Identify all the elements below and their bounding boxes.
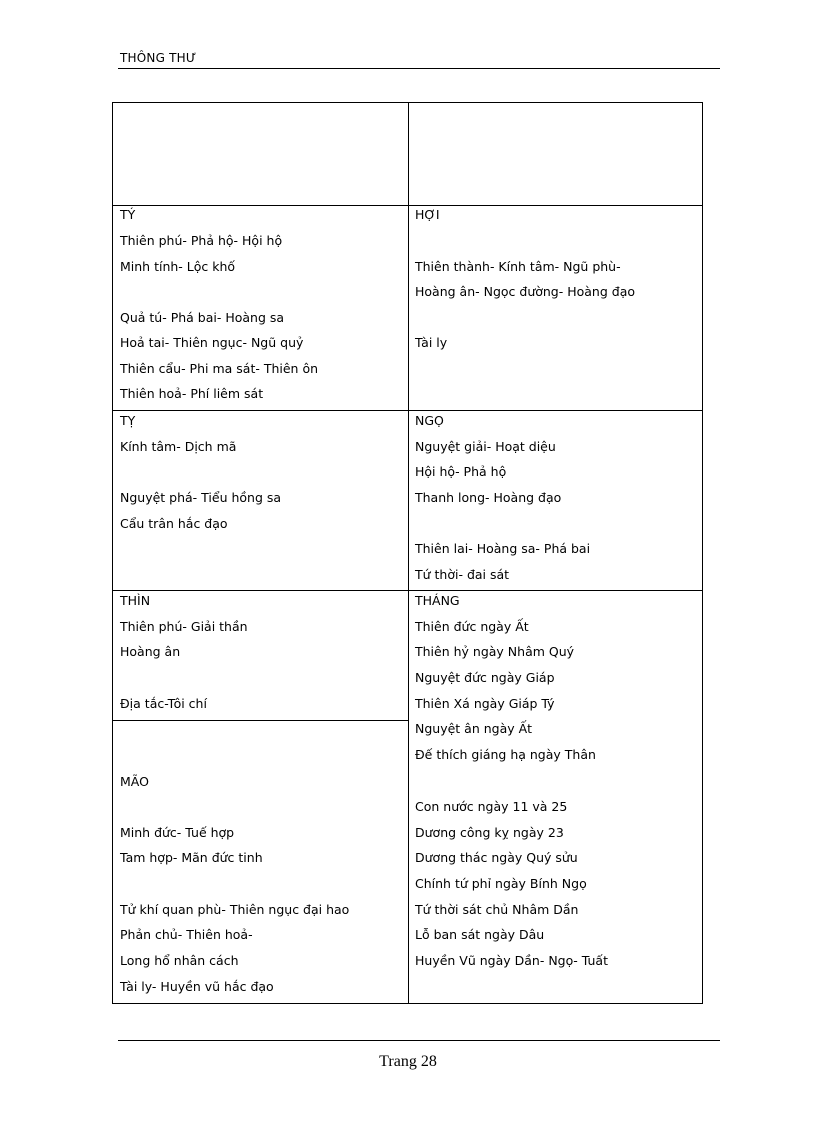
cell-line: Thiên đức ngày Ất <box>415 619 529 634</box>
cell-line: Thiên hoả- Phí liêm sát <box>120 386 264 401</box>
cell-line: Hoàng ân <box>120 644 181 659</box>
cell-line: Lỗ ban sát ngày Dâu <box>415 927 545 942</box>
cell-line: Thiên Xá ngày Giáp Tý <box>415 696 555 711</box>
cell-line: Thanh long- Hoàng đạo <box>415 490 562 505</box>
cell-line: Nguyệt ân ngày Ất <box>415 721 533 736</box>
cell-line: Minh đức- Tuế hợp <box>120 825 235 840</box>
cell-line: Quả tú- Phá bai- Hoàng sa <box>120 310 285 325</box>
header-rule <box>118 68 720 69</box>
cell-line: Tứ thời- đai sát <box>415 567 510 582</box>
cell-heading: NGỌ <box>415 413 444 428</box>
cell-line: Thiên hỷ ngày Nhâm Quý <box>415 644 575 659</box>
cell-line: Thiên thành- Kính tâm- Ngũ phù- <box>415 259 621 274</box>
cell-line: Huyền Vũ ngày Dần- Ngọ- Tuất <box>415 953 608 968</box>
cell-line: Tài ly- Huyền vũ hắc đạo <box>120 979 274 994</box>
cell-line: Nguyệt giải- Hoạt diệu <box>415 439 556 454</box>
cell-line: Dương công kỵ ngày 23 <box>415 825 564 840</box>
cell-line: Hội hộ- Phả hộ <box>415 464 507 479</box>
cell-line: Long hổ nhân cách <box>120 953 239 968</box>
cell-line: Con nước ngày 11 và 25 <box>415 799 568 814</box>
cell-line: Phản chủ- Thiên hoả- <box>120 927 253 942</box>
cell-line: Hoả tai- Thiên ngục- Ngũ quỷ <box>120 335 304 350</box>
table-row-divider <box>112 205 703 206</box>
document-header-title: THÔNG THƯ <box>120 51 197 65</box>
table-row-divider <box>112 590 703 591</box>
cell-heading: THÌN <box>120 593 151 608</box>
cell-line: Tài ly <box>415 335 448 350</box>
cell-line: Nguyệt đức ngày Giáp <box>415 670 555 685</box>
table-column-divider <box>408 102 409 1004</box>
cell-line: Minh tính- Lộc khố <box>120 259 236 274</box>
page-number: Trang 28 <box>379 1053 437 1070</box>
cell-line: Dương thác ngày Quý sửu <box>415 850 578 865</box>
cell-line: Tử khí quan phù- Thiên ngục đại hao <box>120 902 350 917</box>
cell-heading: THÁNG <box>415 593 460 608</box>
footer-rule <box>118 1040 720 1041</box>
table-row-divider <box>112 720 408 721</box>
cell-line: Thiên phú- Giải thần <box>120 619 248 634</box>
cell-heading: TỴ <box>120 413 136 428</box>
cell-line: Kính tâm- Dịch mã <box>120 439 237 454</box>
cell-line: Thiên cẩu- Phi ma sát- Thiên ôn <box>120 361 319 376</box>
cell-line: Chính tứ phỉ ngày Bính Ngọ <box>415 876 587 891</box>
table-row-divider <box>112 410 703 411</box>
cell-line: Thiên phú- Phả hộ- Hội hộ <box>120 233 283 248</box>
cell-heading: HỢI <box>415 207 440 222</box>
cell-heading: TÝ <box>120 207 136 222</box>
cell-heading: MÃO <box>120 774 149 789</box>
cell-line: Hoàng ân- Ngọc đường- Hoàng đạo <box>415 284 636 299</box>
cell-line: Cẩu trân hắc đạo <box>120 516 228 531</box>
cell-line: Tam hợp- Mãn đức tinh <box>120 850 263 865</box>
cell-line: Địa tắc-Tôi chí <box>120 696 207 711</box>
cell-line: Tứ thời sát chủ Nhâm Dần <box>415 902 579 917</box>
cell-line: Nguyệt phá- Tiểu hồng sa <box>120 490 282 505</box>
cell-line: Thiên lai- Hoàng sa- Phá bai <box>415 541 591 556</box>
cell-line: Đế thích giáng hạ ngày Thân <box>415 747 596 762</box>
